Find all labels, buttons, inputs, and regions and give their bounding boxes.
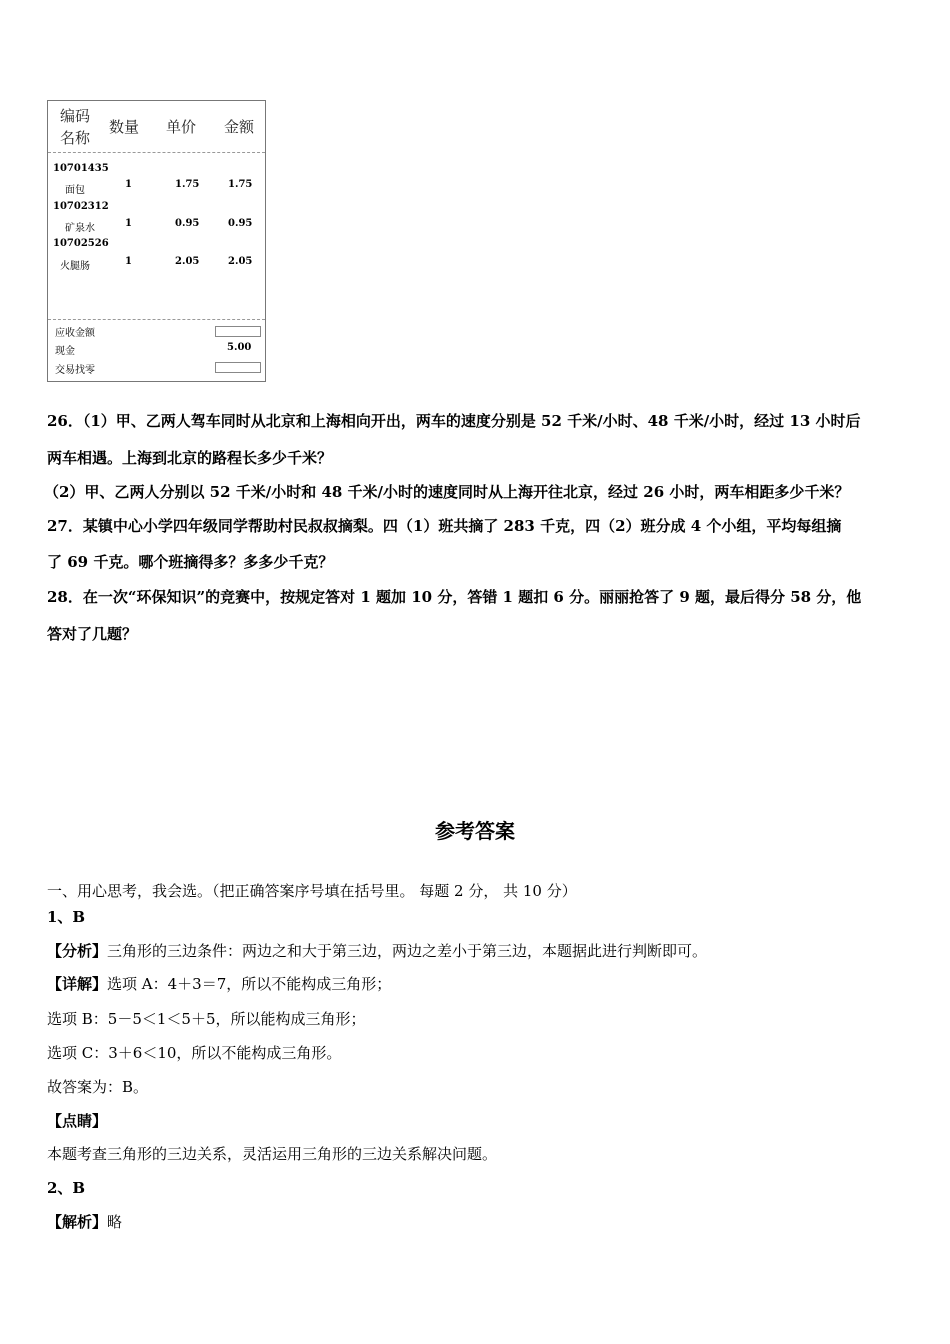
item-code: 10702312	[53, 201, 109, 212]
question-28-line-1: 28．在一次“环保知识”的竞赛中，按规定答对 1 题加 10 分，答错 1 题扣 6 分。丽丽抢答了 9 题，最后得分 58 分，他	[47, 588, 862, 606]
answers-heading: 参考答案	[435, 819, 515, 843]
item-qty: 1	[125, 256, 132, 267]
answers-section-title: 一、用心思考，我会选。（把正确答案序号填在括号里。 每题 2 分， 共 10 分）	[47, 882, 577, 900]
receipt-divider	[48, 319, 265, 320]
header-price: 单价	[166, 118, 197, 136]
answer-1-analysis	[47, 940, 707, 961]
change-label: 交易找零	[55, 365, 95, 376]
due-label: 应收金额	[55, 328, 95, 339]
detail-tag: 【详解】	[47, 975, 108, 993]
header-qty: 数量	[109, 118, 140, 136]
item-amount: 2.05	[228, 256, 253, 267]
answer-2-analysis	[47, 1211, 122, 1232]
header-name: 名称	[60, 129, 91, 147]
item-price: 1.75	[175, 179, 200, 190]
receipt-divider	[48, 152, 265, 153]
item-amount: 0.95	[228, 218, 253, 229]
question-28-line-2: 答对了几题？	[47, 625, 138, 643]
question-26-line-1: 26．（1）甲、乙两人驾车同时从北京和上海相向开出，两车的速度分别是 52 千米/小时、48 千米/小时，经过 13 小时后	[47, 412, 861, 430]
answer-1-conclusion: 故答案为：B。	[47, 1078, 149, 1096]
question-27-line-1: 27．某镇中心小学四年级同学帮助村民叔叔摘梨。四（1）班共摘了 283 千克，四（2）班分成 4 个小组，平均每组摘	[47, 517, 842, 535]
analysis-tag: 【解析】	[47, 1213, 108, 1231]
answer-1-comment: 本题考查三角形的三边关系，灵活运用三角形的三边关系解决问题。	[47, 1145, 498, 1163]
item-amount: 1.75	[228, 179, 253, 190]
analysis-text: 略	[107, 1213, 123, 1231]
header-amount: 金额	[224, 118, 255, 136]
answer-1-comment-tag: 【点睛】	[47, 1112, 108, 1130]
due-box	[215, 326, 261, 337]
answer-1-detail	[47, 973, 391, 994]
change-box	[215, 362, 261, 373]
item-price: 0.95	[175, 218, 200, 229]
answer-1-option-c: 选项 C：3＋6＜10，所以不能构成三角形。	[47, 1044, 342, 1062]
question-26-line-2: 两车相遇。上海到北京的路程长多少千米？	[47, 449, 333, 467]
item-name: 矿泉水	[65, 223, 95, 234]
analysis-tag: 【分析】	[47, 942, 108, 960]
item-price: 2.05	[175, 256, 200, 267]
analysis-text: 三角形的三边条件：两边之和大于第三边，两边之差小于第三边，本题据此进行判断即可。	[107, 942, 708, 960]
answer-1-option-b: 选项 B：5－5＜1＜5＋5，所以能构成三角形；	[47, 1010, 366, 1028]
receipt-header	[48, 101, 265, 153]
cash-value: 5.00	[227, 342, 252, 353]
answer-2: 2、B	[47, 1179, 86, 1197]
receipt-image	[47, 100, 266, 382]
item-qty: 1	[125, 218, 132, 229]
item-code: 10701435	[53, 163, 109, 174]
header-code: 编码	[60, 107, 91, 125]
item-name: 面包	[65, 185, 85, 196]
question-27-line-2: 了 69 千克。哪个班摘得多？多多少千克？	[47, 553, 334, 571]
answer-1: 1、B	[47, 908, 86, 926]
cash-label: 现金	[55, 346, 75, 357]
question-26-line-3: （2）甲、乙两人分别以 52 千米/小时和 48 千米/小时的速度同时从上海开往北京，经过 26 小时，两车相距多少千米？	[44, 483, 850, 501]
item-qty: 1	[125, 179, 132, 190]
item-name: 火腿肠	[60, 261, 90, 272]
detail-text: 选项 A：4＋3＝7，所以不能构成三角形；	[107, 975, 392, 993]
item-code: 10702526	[53, 238, 109, 249]
